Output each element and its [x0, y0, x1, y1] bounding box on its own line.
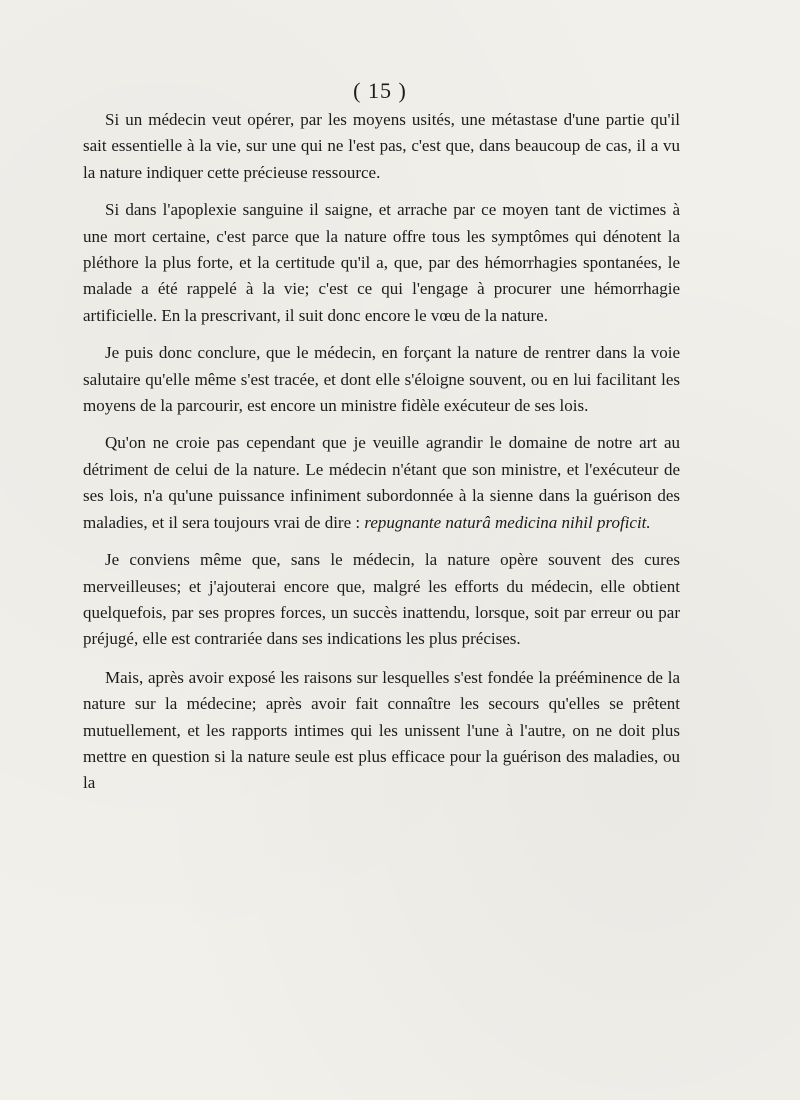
paragraph-1: Si un médecin veut opérer, par les moyens usités, une métastase d'une partie qu'il sait essentielle à la vie, sur une qui ne l'est pas, c'est que, dans beaucoup de cas, il a vu la nature indiquer cette précieuse ressource.	[83, 110, 680, 182]
paragraph-3: Je puis donc conclure, que le médecin, en forçant la nature de rentrer dans la voie salutaire qu'elle même s'est tracée, et dont elle s'éloigne souvent, ou en lui facilitant les moyens de la parcourir, est encore un ministre fidèle exécuteur de ses lois.	[83, 343, 680, 416]
page-number: ( 15 )	[353, 78, 407, 103]
paragraph-2: Si dans l'apoplexie sanguine il saigne, et arrache par ce moyen tant de victimes à une mort certaine, c'est parce que la nature offre tous les symptômes qui dénotent la pléthore la plus forte, et la certitude qu'il a, que, par des hémorrhagies spontanées, le malade a été rappelé à la vie; c'est ce qui l'engage à procurer une hémorrhagie artificielle. En la prescrivant, il suit donc encore le vœu de la nature.	[83, 200, 680, 325]
paragraph-6: Mais, après avoir exposé les raisons sur lesquelles s'est fondée la prééminence de la nature sur la médecine; après avoir fait connaître les secours qu'elles se prêtent mutuellement, et les rapports intimes qui les unissent l'une à l'autre, on ne doit plus mettre en question si la nature seule est plus efficace pour la guérison des maladies, ou la	[83, 667, 680, 793]
paragraph-5: Je conviens même que, sans le médecin, la nature opère souvent des cures merveilleuses; et j'ajouterai encore que, malgré les efforts du médecin, elle obtient quelquefois, par ses propres forces, un succès inattendu, lorsque, soit par erreur ou par préjugé, elle est contrariée dans ses indications les plus précises.	[83, 550, 680, 649]
paragraph-4-text: Qu'on ne croie pas cependant que je veuille agrandir le domaine de notre art au détriment de celui de la nature. Le médecin n'étant que son ministre, et l'exécuteur de ses lois, n'a qu'une puissance infiniment subordonnée à la sienne dans la guérison des maladies, et il sera toujours vrai de dire :	[83, 433, 680, 532]
paragraph-4	[83, 430, 680, 536]
body-text	[83, 107, 680, 808]
latin-quote: repugnante naturâ medicina nihil proficit.	[364, 512, 651, 532]
